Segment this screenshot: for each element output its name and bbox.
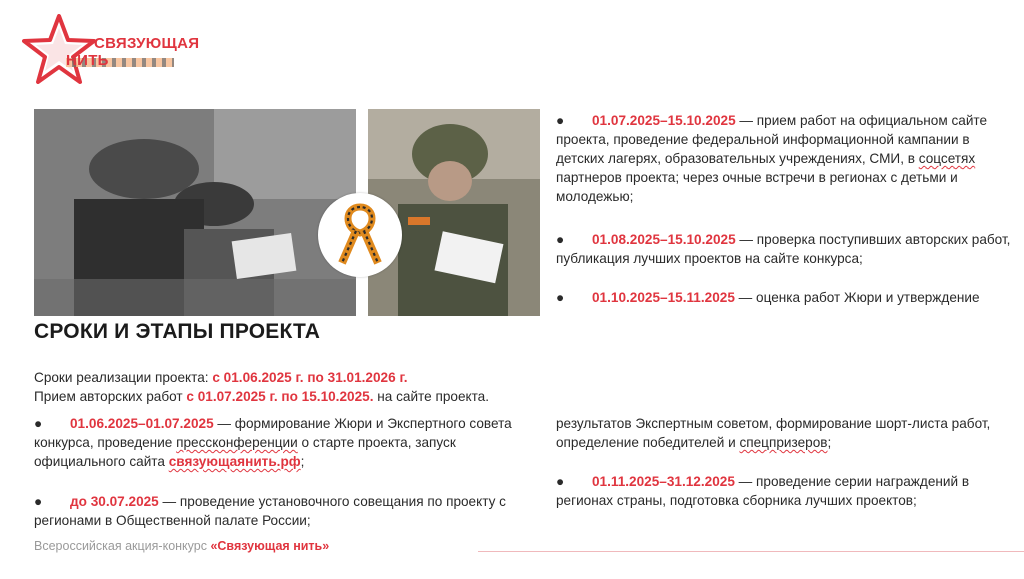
stage-item [34, 492, 534, 530]
stage-item [34, 414, 534, 471]
bullet-icon: ● [556, 474, 565, 489]
summary-line2-suffix: на сайте проекта. [373, 389, 490, 404]
stage-text: — формирование Жюри и Экспертного совета конкурса, проведение [34, 416, 512, 450]
page-title: СРОКИ И ЭТАПЫ ПРОЕКТА [34, 320, 321, 343]
stage-text-end: ; [300, 454, 305, 469]
stage-text: — оценка работ Жюри и утверждение [734, 290, 980, 305]
stage-dates: до 30.07.2025 [70, 494, 159, 509]
bullet-icon: ● [34, 416, 43, 431]
stage-item [556, 111, 1016, 206]
footer-divider [478, 551, 1024, 552]
stage-text: — проведение серии награждений в регионах страны, подготовка сборника лучших проектов; [556, 474, 970, 508]
stage-text-wavy: соцсетях [918, 151, 976, 166]
stage-text-wavy: прессконференции [176, 435, 298, 450]
footer-accent: «Связующая нить» [210, 539, 330, 553]
stage-text: партнеров проекта; через очные встречи в регионах с детьми и молодежью; [556, 170, 958, 204]
site-link[interactable]: связующаянить.рф [168, 454, 301, 469]
logo-line1: СВЯЗУЮЩАЯ [94, 35, 200, 52]
logo-line2: НИТЬ [66, 52, 109, 69]
stage-text: — проверка поступивших авторских работ, публикация лучших проектов на сайте конкурса; [556, 232, 1011, 266]
stage-dates: 01.06.2025–01.07.2025 [70, 416, 214, 431]
logo [22, 14, 200, 84]
stage-text-wavy: спецпризеров [739, 435, 828, 450]
stage-text-end: ; [827, 435, 832, 450]
summary-line1-dates: с 01.06.2025 г. по 31.01.2026 г. [212, 370, 408, 385]
project-summary [34, 368, 534, 406]
ribbon-icon [336, 203, 384, 267]
stage-dates: 01.10.2025–15.11.2025 [592, 290, 735, 305]
stage-dates: 01.11.2025–31.12.2025 [592, 474, 735, 489]
stage-item [556, 230, 1016, 268]
stage-item [556, 472, 1016, 510]
bullet-icon: ● [34, 494, 43, 509]
summary-line2-dates: с 01.07.2025 г. по 15.10.2025. [186, 389, 374, 404]
stage-dates: 01.07.2025–15.10.2025 [592, 113, 736, 128]
st-george-ribbon-badge [318, 193, 402, 277]
summary-line2-prefix: Прием авторских работ [34, 389, 187, 404]
footer [34, 539, 329, 553]
logo-text [66, 35, 200, 69]
star-icon [22, 14, 96, 84]
bullet-icon: ● [556, 290, 565, 305]
stage-item [556, 288, 1016, 307]
historic-soldiers-photo [34, 109, 356, 316]
stage-text: о старте проекта, запуск официального сайта [34, 435, 456, 469]
summary-line1-prefix: Сроки реализации проекта: [34, 370, 213, 385]
stage-text: — проведение установочного совещания по проекту с регионами в Общественной палате России; [34, 494, 506, 528]
stage-text: результатов Экспертным советом, формирование шорт-листа работ, определение победителей и [556, 416, 991, 450]
footer-text: Всероссийская акция-конкурс [34, 539, 211, 553]
stage-text: — прием работ на официальном сайте проекта, проведение федеральной информационной кампании в детских лагерях, образовательных учреждениях, СМИ, в [556, 113, 988, 166]
stage-continuation [556, 414, 1016, 452]
bullet-icon: ● [556, 113, 565, 128]
bullet-icon: ● [556, 232, 565, 247]
stage-dates: 01.08.2025–15.10.2025 [592, 232, 736, 247]
